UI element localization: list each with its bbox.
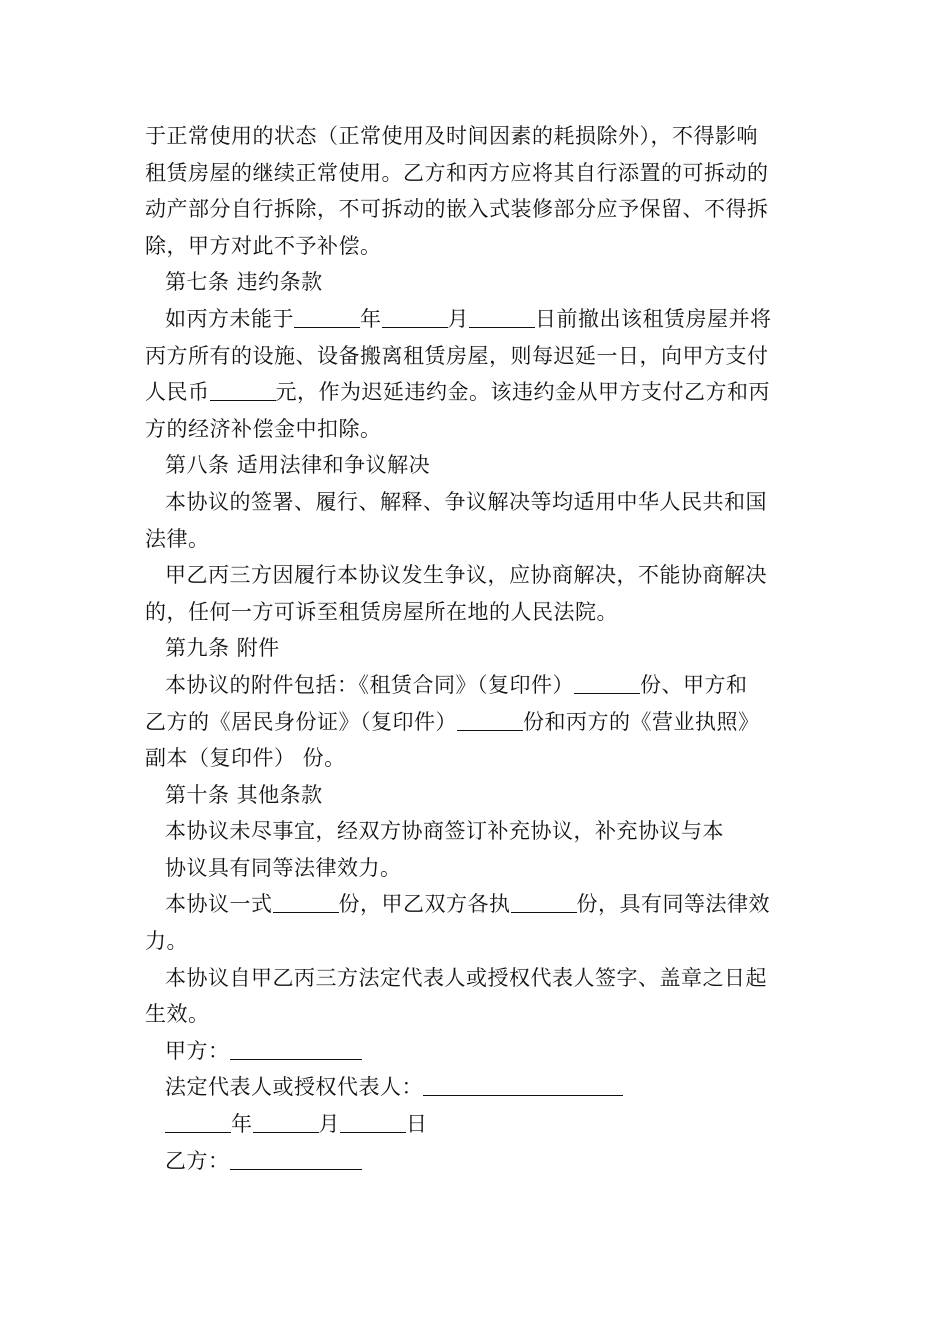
date-line: 年 月 日 xyxy=(145,1106,810,1143)
blank-line xyxy=(210,380,276,401)
paragraph-line: 本协议的签署、履行、解释、争议解决等均适用中华人民共和国 xyxy=(165,489,767,514)
paragraph-line: 本协议未尽事宜，经双方协商签订补充协议，补充协议与本 xyxy=(165,819,724,844)
party-a-signature-line: 甲方： xyxy=(145,1033,810,1070)
paragraph-line: 本协议的附件包括：《租赁合同》（复印件） 份、甲方和 xyxy=(165,672,748,697)
blank-line xyxy=(469,307,535,328)
representative-signature-line: 法定代表人或授权代表人： xyxy=(145,1069,810,1106)
blank-line xyxy=(574,673,640,694)
paragraph-line: 于正常使用的状态（正常使用及时间因素的耗损除外），不得影响 xyxy=(145,124,758,148)
document-page xyxy=(145,118,810,1179)
paragraph-line: 本协议自甲乙丙三方法定代表人或授权代表人签字、盖章之日起 xyxy=(165,965,767,990)
blank-line xyxy=(511,892,577,913)
blank-line xyxy=(165,1112,231,1133)
blank-line xyxy=(457,710,523,731)
article-9-heading: 第九条 附件 xyxy=(165,636,280,661)
article-10-heading: 第十条 其他条款 xyxy=(165,782,323,807)
paragraph-line: 除，甲方对此不予补偿。 xyxy=(145,233,382,258)
paragraph-line: 人民币 元，作为迟延违约金。该违约金从甲方支付乙方和丙 xyxy=(145,380,770,405)
blank-line xyxy=(340,1112,406,1133)
paragraph-line: 力。 xyxy=(145,929,188,954)
paragraph-line: 如丙方未能于 年 月 日前撤出该租赁房屋并将 xyxy=(165,306,772,331)
party-b-signature-line: 乙方： xyxy=(145,1143,810,1180)
paragraph-line: 本协议一式 份，甲乙双方各执 份，具有同等法律效 xyxy=(165,892,770,917)
article-8-heading: 第八条 适用法律和争议解决 xyxy=(165,453,431,478)
blank-line xyxy=(273,892,339,913)
blank-line xyxy=(230,1039,362,1060)
paragraph-line: 方的经济补偿金中扣除。 xyxy=(145,416,382,441)
paragraph-line: 动产部分自行拆除，不可拆动的嵌入式装修部分应予保留、不得拆 xyxy=(145,197,769,222)
paragraph-line: 副本（复印件） 份。 xyxy=(145,746,346,771)
paragraph-line: 法律。 xyxy=(145,526,210,551)
paragraph-line: 租赁房屋的继续正常使用。乙方和丙方应将其自行添置的可拆动的 xyxy=(145,160,769,185)
blank-line xyxy=(253,1112,319,1133)
paragraph-line: 生效。 xyxy=(145,1002,210,1027)
paragraph-line: 乙方的《居民身份证》（复印件） 份和丙方的《营业执照》 xyxy=(145,709,760,734)
paragraph-line: 甲乙丙三方因履行本协议发生争议，应协商解决，不能协商解决 xyxy=(165,563,767,588)
article-7-heading: 第七条 违约条款 xyxy=(165,270,323,295)
paragraph-line: 协议具有同等法律效力。 xyxy=(165,855,402,880)
blank-line xyxy=(230,1149,362,1170)
paragraph-line: 丙方所有的设施、设备搬离租赁房屋，则每迟延一日，向甲方支付 xyxy=(145,343,769,368)
blank-line xyxy=(294,307,360,328)
blank-line xyxy=(382,307,448,328)
blank-line xyxy=(423,1075,623,1096)
paragraph-line: 的，任何一方可诉至租赁房屋所在地的人民法院。 xyxy=(145,599,618,624)
